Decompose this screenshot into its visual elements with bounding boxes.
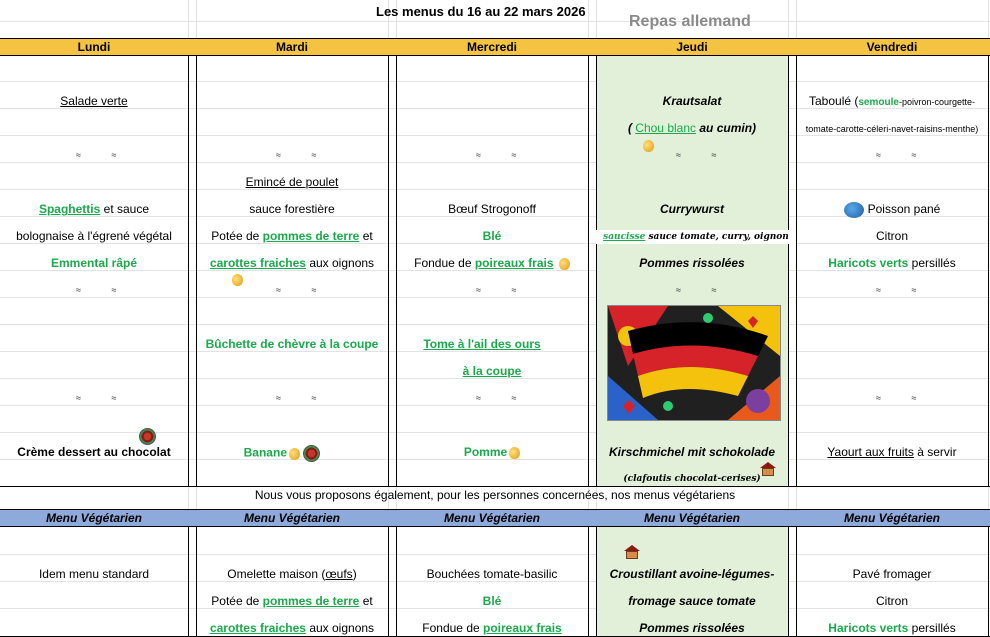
veg-mercredi-2: Blé xyxy=(482,594,502,608)
mercredi-plat-1: Bœuf Strogonoff xyxy=(448,202,536,216)
jeudi-dessert-2: (clafoutis chocolat-cerises) xyxy=(623,474,761,484)
msc-fish-icon xyxy=(844,202,864,218)
vendredi-entree-1-a: Taboulé ( xyxy=(809,94,859,108)
mardi-plat-1: sauce forestière xyxy=(249,202,335,216)
mardi-plat-3-b: aux oignons xyxy=(305,256,375,270)
header-mardi: Mardi xyxy=(275,40,308,54)
mercredi-fromage-1: Tome à l'ail des ours xyxy=(423,337,541,351)
yaourt-link: Yaourt aux fruits xyxy=(827,445,914,459)
separator: ≈ ≈ xyxy=(676,150,731,160)
separator: ≈ ≈ xyxy=(876,393,931,403)
veg-mardi-2-c: et xyxy=(359,594,373,608)
pommes-de-terre-link: pommes de terre xyxy=(262,594,360,608)
poireaux-link: poireaux frais xyxy=(474,256,554,270)
poireaux-link: poireaux frais xyxy=(483,621,562,635)
haricots-verts-label: Haricots verts xyxy=(828,256,909,270)
separator: ≈ ≈ xyxy=(876,150,931,160)
vendredi-dessert-b: à servir xyxy=(913,445,957,459)
mardi-plat-2-c: et xyxy=(359,229,373,243)
veg-jeudi-2: fromage sauce tomate xyxy=(628,594,756,608)
mardi-dessert-label: Banane xyxy=(243,445,287,460)
jeudi-plat-2-b: sauce tomate, curry, oignon xyxy=(645,232,789,242)
vendredi-plat-1 xyxy=(796,202,988,218)
separator: ≈ ≈ xyxy=(476,285,531,295)
jeudi-entree-2-a: ( xyxy=(627,121,636,135)
mardi-plat-3 xyxy=(196,256,388,270)
veg-mardi-1-c: ) xyxy=(352,567,357,581)
separator: ≈ ≈ xyxy=(876,285,931,295)
vendredi-entree-1-c: -poivron-courgette- xyxy=(898,97,975,107)
vendredi-plat-2: Citron xyxy=(875,229,908,243)
mercredi-plat-3-a: Fondue de xyxy=(414,256,475,270)
lundi-plat-1-rest: et sauce xyxy=(100,202,150,216)
lundi-plat-3: Emmental râpé xyxy=(50,256,138,270)
vendredi-plat-3-b: persillés xyxy=(908,256,956,270)
carottes-link: carottes fraiches xyxy=(209,256,306,270)
vendredi-dessert xyxy=(796,445,988,459)
house-icon xyxy=(624,545,640,559)
separator: ≈ ≈ xyxy=(276,285,331,295)
house-icon xyxy=(760,462,776,476)
pear-icon xyxy=(289,448,300,460)
veg-mercredi-1: Bouchées tomate-basilic xyxy=(426,567,558,581)
veg-header-mercredi: Menu Végétarien xyxy=(443,511,541,525)
lundi-entree: Salade verte xyxy=(60,94,128,108)
veg-jeudi-3: Pommes rissolées xyxy=(639,621,745,635)
lundi-plat-1 xyxy=(0,202,188,216)
vendredi-entree-2: tomate-carotte-céleri-navet-raisins-menthe) xyxy=(805,124,979,134)
lundi-plat-2: bolognaise à l'égrené végétal xyxy=(16,229,172,243)
separator: ≈ ≈ xyxy=(476,393,531,403)
veg-mardi-1 xyxy=(196,567,388,581)
veg-mardi-1-a: Omelette maison ( xyxy=(227,567,326,581)
veg-vendredi-1: Pavé fromager xyxy=(852,567,932,581)
veg-mercredi-3-a: Fondue de xyxy=(422,621,483,635)
header-jeudi: Jeudi xyxy=(676,40,708,54)
saucisse-link: saucisse xyxy=(603,232,646,242)
mercredi-plat-3 xyxy=(396,256,588,270)
mardi-fromage: Bûchette de chèvre à la coupe xyxy=(205,337,379,351)
page-title: Les menus du 16 au 22 mars 2026 xyxy=(376,4,586,19)
pommes-de-terre-link: pommes de terre xyxy=(262,229,360,243)
mardi-plat-2-a: Potée de xyxy=(211,229,263,243)
jeudi-plat-2 xyxy=(596,230,796,244)
header-mercredi: Mercredi xyxy=(466,40,518,54)
header-vendredi: Vendredi xyxy=(866,40,918,54)
german-flag-image xyxy=(607,305,781,421)
separator: ≈ ≈ xyxy=(276,393,331,403)
vegetarian-header-row xyxy=(0,509,990,527)
mercredi-fromage-2: à la coupe xyxy=(462,364,522,378)
jeudi-entree: Krautsalat xyxy=(662,94,722,108)
separator: ≈ ≈ xyxy=(76,393,131,403)
veg-header-vendredi: Menu Végétarien xyxy=(843,511,941,525)
spaghettis-link: Spaghettis xyxy=(38,202,101,216)
pear-icon xyxy=(559,258,570,270)
haricots-verts-label: Haricots verts xyxy=(828,621,909,635)
veg-header-jeudi: Menu Végétarien xyxy=(643,511,741,525)
pear-icon xyxy=(509,447,520,459)
jeudi-plat-3: Pommes rissolées xyxy=(639,256,745,270)
separator: ≈ ≈ xyxy=(76,285,131,295)
theme-label: Repas allemand xyxy=(629,13,751,30)
vendredi-plat-3 xyxy=(796,256,988,270)
carottes-link: carottes fraiches xyxy=(209,621,306,635)
vendredi-plat-1-label: Poisson pané xyxy=(867,202,941,217)
jeudi-entree-2-c: au cumin) xyxy=(696,121,757,135)
veg-header-lundi: Menu Végétarien xyxy=(45,511,143,525)
veg-mardi-2 xyxy=(196,594,388,608)
veg-mardi-3-b: aux oignons xyxy=(305,621,375,635)
veg-vendredi-3-b: persillés xyxy=(908,621,956,635)
separator: ≈ ≈ xyxy=(76,150,131,160)
veg-mercredi-3 xyxy=(396,621,588,635)
separator: ≈ ≈ xyxy=(276,150,331,160)
oeufs-link: œufs xyxy=(325,567,353,581)
day-header-row xyxy=(0,38,990,56)
jeudi-dessert: Kirschmichel mit schokolade xyxy=(608,445,776,459)
separator: ≈ ≈ xyxy=(676,285,731,295)
veg-vendredi-3 xyxy=(796,621,988,635)
vendredi-entree-1 xyxy=(796,94,988,110)
label-rouge-icon xyxy=(139,428,156,445)
mardi-dessert xyxy=(196,445,368,462)
veg-vendredi-2: Citron xyxy=(875,594,908,608)
semoule-label: semoule xyxy=(858,97,899,108)
lundi-dessert: Crème dessert au chocolat xyxy=(17,445,171,459)
mardi-plat-2 xyxy=(196,229,388,243)
mardi-plat-0: Emincé de poulet xyxy=(245,175,339,189)
veg-jeudi-1: Croustillant avoine-légumes- xyxy=(609,567,775,581)
vegetarian-note: Nous vous proposons également, pour les personnes concernées, nos menus végétariens xyxy=(254,488,736,502)
jeudi-entree-2 xyxy=(596,121,788,135)
veg-header-mardi: Menu Végétarien xyxy=(243,511,341,525)
pear-icon xyxy=(232,274,243,286)
veg-mardi-3 xyxy=(196,621,388,635)
veg-lundi: Idem menu standard xyxy=(38,567,150,581)
pear-icon xyxy=(643,140,654,152)
header-lundi: Lundi xyxy=(77,40,111,54)
label-rouge-icon xyxy=(303,445,320,462)
mercredi-plat-2: Blé xyxy=(482,229,502,243)
jeudi-plat-1: Currywurst xyxy=(659,202,724,216)
separator: ≈ ≈ xyxy=(476,150,531,160)
mercredi-dessert xyxy=(396,445,588,459)
mercredi-dessert-label: Pomme xyxy=(463,445,508,459)
veg-mardi-2-a: Potée de xyxy=(211,594,263,608)
chou-blanc-link: Chou blanc xyxy=(635,121,697,135)
